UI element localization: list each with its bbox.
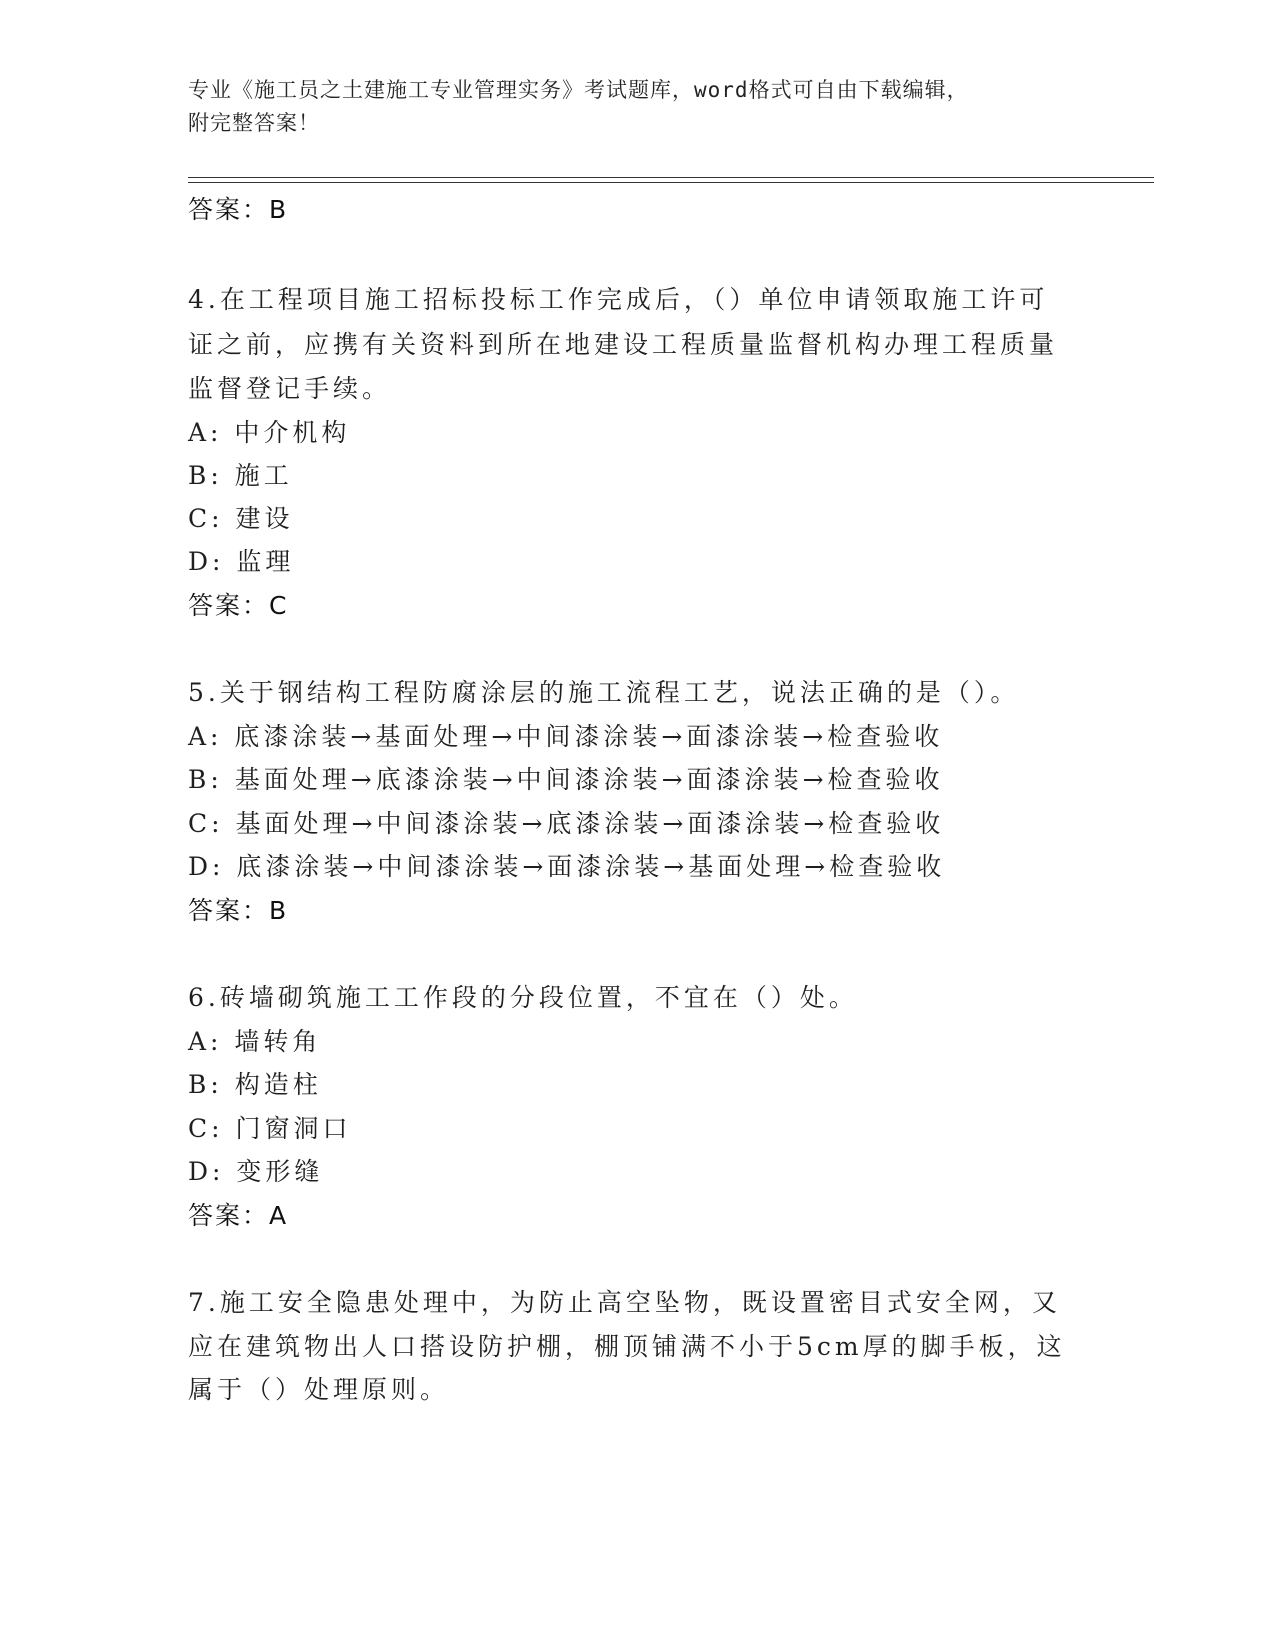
question-6-option-c: C: 门窗洞口 <box>188 1114 352 1143</box>
question-4-answer: 答案：C <box>188 591 289 620</box>
question-4-option-b: B: 施工 <box>188 461 293 490</box>
header-line-2: 附完整答案！ <box>188 111 320 135</box>
question-6-option-a: A: 墙转角 <box>188 1027 322 1056</box>
question-4-line-3: 监督登记手续。 <box>188 374 392 403</box>
question-5-option-d: D: 底漆涂装→中间漆涂装→面漆涂装→基面处理→检查验收 <box>188 852 946 881</box>
question-4-option-a: A: 中介机构 <box>188 418 351 447</box>
document-header <box>188 74 1068 140</box>
question-6-answer: 答案：A <box>188 1201 289 1230</box>
question-4-option-c: C: 建设 <box>188 504 294 533</box>
question-5-option-b: B: 基面处理→底漆涂装→中间漆涂装→面漆涂装→检查验收 <box>188 765 944 794</box>
question-5-line-1: 5.关于钢结构工程防腐涂层的施工流程工艺，说法正确的是（）。 <box>188 678 1020 707</box>
question-6-option-b: B: 构造柱 <box>188 1070 322 1099</box>
question-7-line-2: 应在建筑物出人口搭设防护棚，棚顶铺满不小于5cm厚的脚手板，这 <box>188 1332 1066 1361</box>
question-7-line-3: 属于（）处理原则。 <box>188 1375 450 1404</box>
question-5-option-c: C: 基面处理→中间漆涂装→底漆涂装→面漆涂装→检查验收 <box>188 809 945 838</box>
header-line-1: 专业《施工员之土建施工专业管理实务》考试题库，word格式可自由下载编辑， <box>188 78 969 102</box>
question-4-line-1: 4.在工程项目施工招标投标工作完成后，（）单位申请领取施工许可 <box>188 285 1049 314</box>
question-5-answer: 答案：B <box>188 896 289 925</box>
question-4-line-2: 证之前，应携有关资料到所在地建设工程质量监督机构办理工程质量 <box>188 330 1059 359</box>
question-5-option-a: A: 底漆涂装→基面处理→中间漆涂装→面漆涂装→检查验收 <box>188 722 944 751</box>
question-4-option-d: D: 监理 <box>188 547 295 576</box>
question-6-line-1: 6.砖墙砌筑施工工作段的分段位置，不宜在（）处。 <box>188 983 858 1012</box>
answer-prev: 答案：B <box>188 195 289 224</box>
question-7-line-1: 7.施工安全隐患处理中，为防止高空坠物，既设置密目式安全网，又 <box>188 1288 1061 1317</box>
question-6-option-d: D: 变形缝 <box>188 1157 324 1186</box>
header-divider-bottom <box>188 182 1154 183</box>
header-divider-top <box>188 177 1154 178</box>
